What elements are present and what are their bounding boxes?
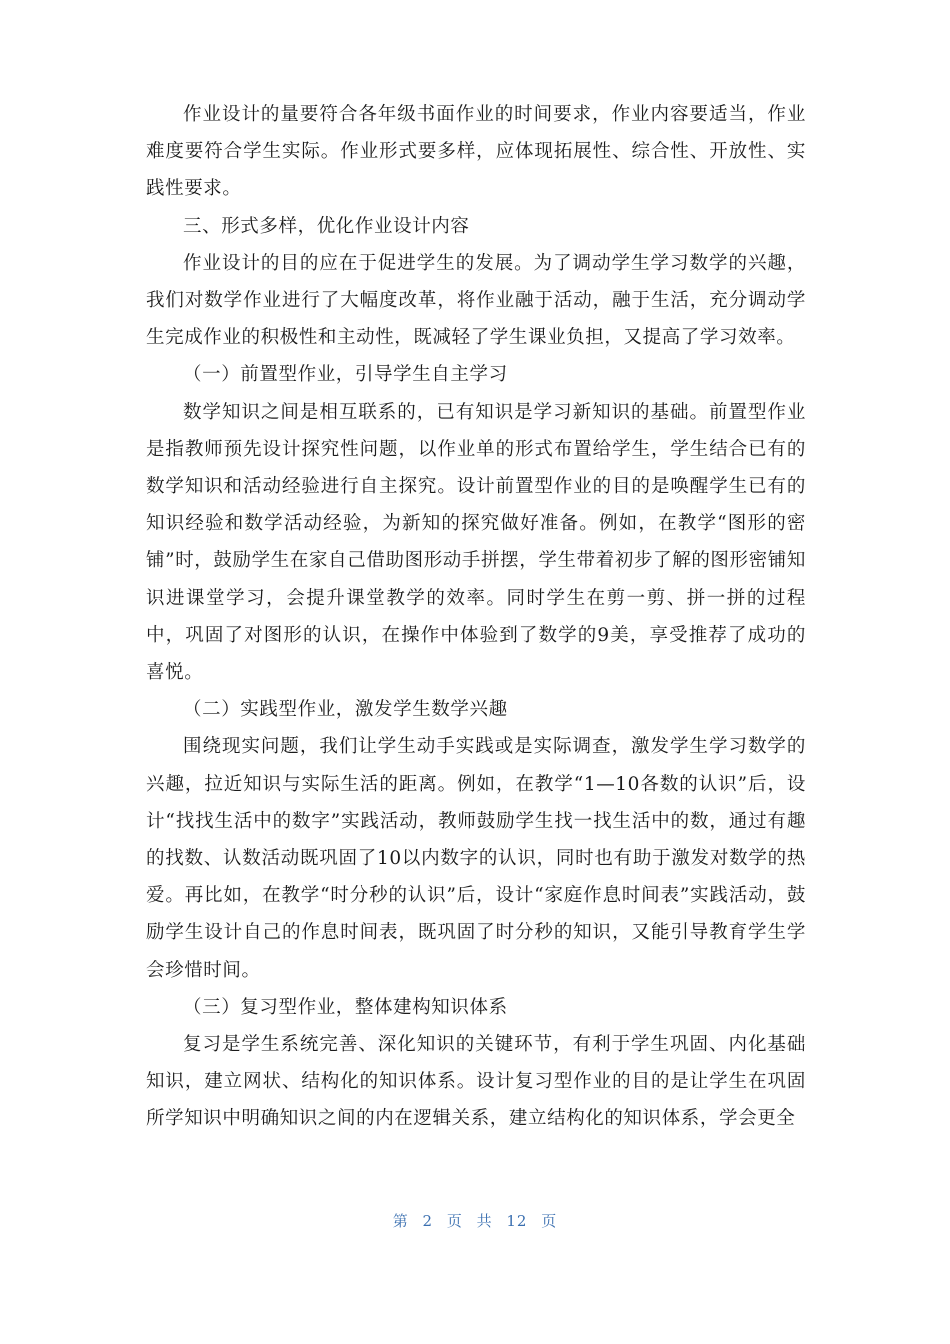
paragraph-3: 数学知识之间是相互联系的，已有知识是学习新知识的基础。前置型作业是指教师预先设计探究性问题，以作业单的形式布置给学生，学生结合已有的数学知识和活动经验进行自主探究。设计前置型作业的目的是唤醒学生已有的知识经验和数学活动经验，为新知的探究做好准备。例如，在教学“图形的密铺”时，鼓励学生在家自己借助图形动手拼摆，学生带着初步了解的图形密铺知识进课堂学习，会提升课堂教学的效率。同时学生在剪一剪、拼一拼的过程中，巩固了对图形的认识，在操作中体验到了数学的9美，享受推荐了成功的喜悦。 bbox=[146, 401, 806, 684]
page-footer: 第 2 页 共 12 页 bbox=[392, 1212, 558, 1230]
subheading-1: （一）前置型作业，引导学生自主学习 bbox=[183, 364, 508, 386]
paragraph-5: 复习是学生系统完善、深化知识的关键环节，有利于学生巩固、内化基础知识，建立网状、结构化的知识体系。设计复习型作业的目的是让学生在巩固所学知识中明确知识之间的内在逻辑关系，建立结构化的知识体系，学会更全 bbox=[146, 1034, 806, 1130]
paragraph-2: 作业设计的目的应在于促进学生的发展。为了调动学生学习数学的兴趣，我们对数学作业进行了大幅度改革，将作业融于活动，融于生活，充分调动学生完成作业的积极性和主动性，既减轻了学生课业负担，又提高了学习效率。 bbox=[146, 252, 806, 349]
document-body bbox=[146, 96, 806, 1138]
subheading-2: （二）实践型作业，激发学生数学兴趣 bbox=[183, 699, 508, 721]
paragraph-1: 作业设计的量要符合各年级书面作业的时间要求，作业内容要适当，作业难度要符合学生实际。作业形式要多样，应体现拓展性、综合性、开放性、实践性要求。 bbox=[146, 104, 806, 200]
paragraph-4: 围绕现实问题，我们让学生动手实践或是实际调查，激发学生学习数学的兴趣，拉近知识与实际生活的距离。例如，在教学“1—10各数的认识”后，设计“找找生活中的数字”实践活动，教师鼓励学生找一找生活中的数，通过有趣的找数、认数活动既巩固了10以内数字的认识，同时也有助于激发对数学的热爱。再比如，在教学“时分秒的认识”后，设计“家庭作息时间表”实践活动，鼓励学生设计自己的作息时间表，既巩固了时分秒的知识，又能引导教育学生学会珍惜时间。 bbox=[146, 736, 806, 981]
section-heading-3: 三、形式多样，优化作业设计内容 bbox=[183, 215, 470, 237]
subheading-3: （三）复习型作业，整体建构知识体系 bbox=[183, 996, 508, 1018]
